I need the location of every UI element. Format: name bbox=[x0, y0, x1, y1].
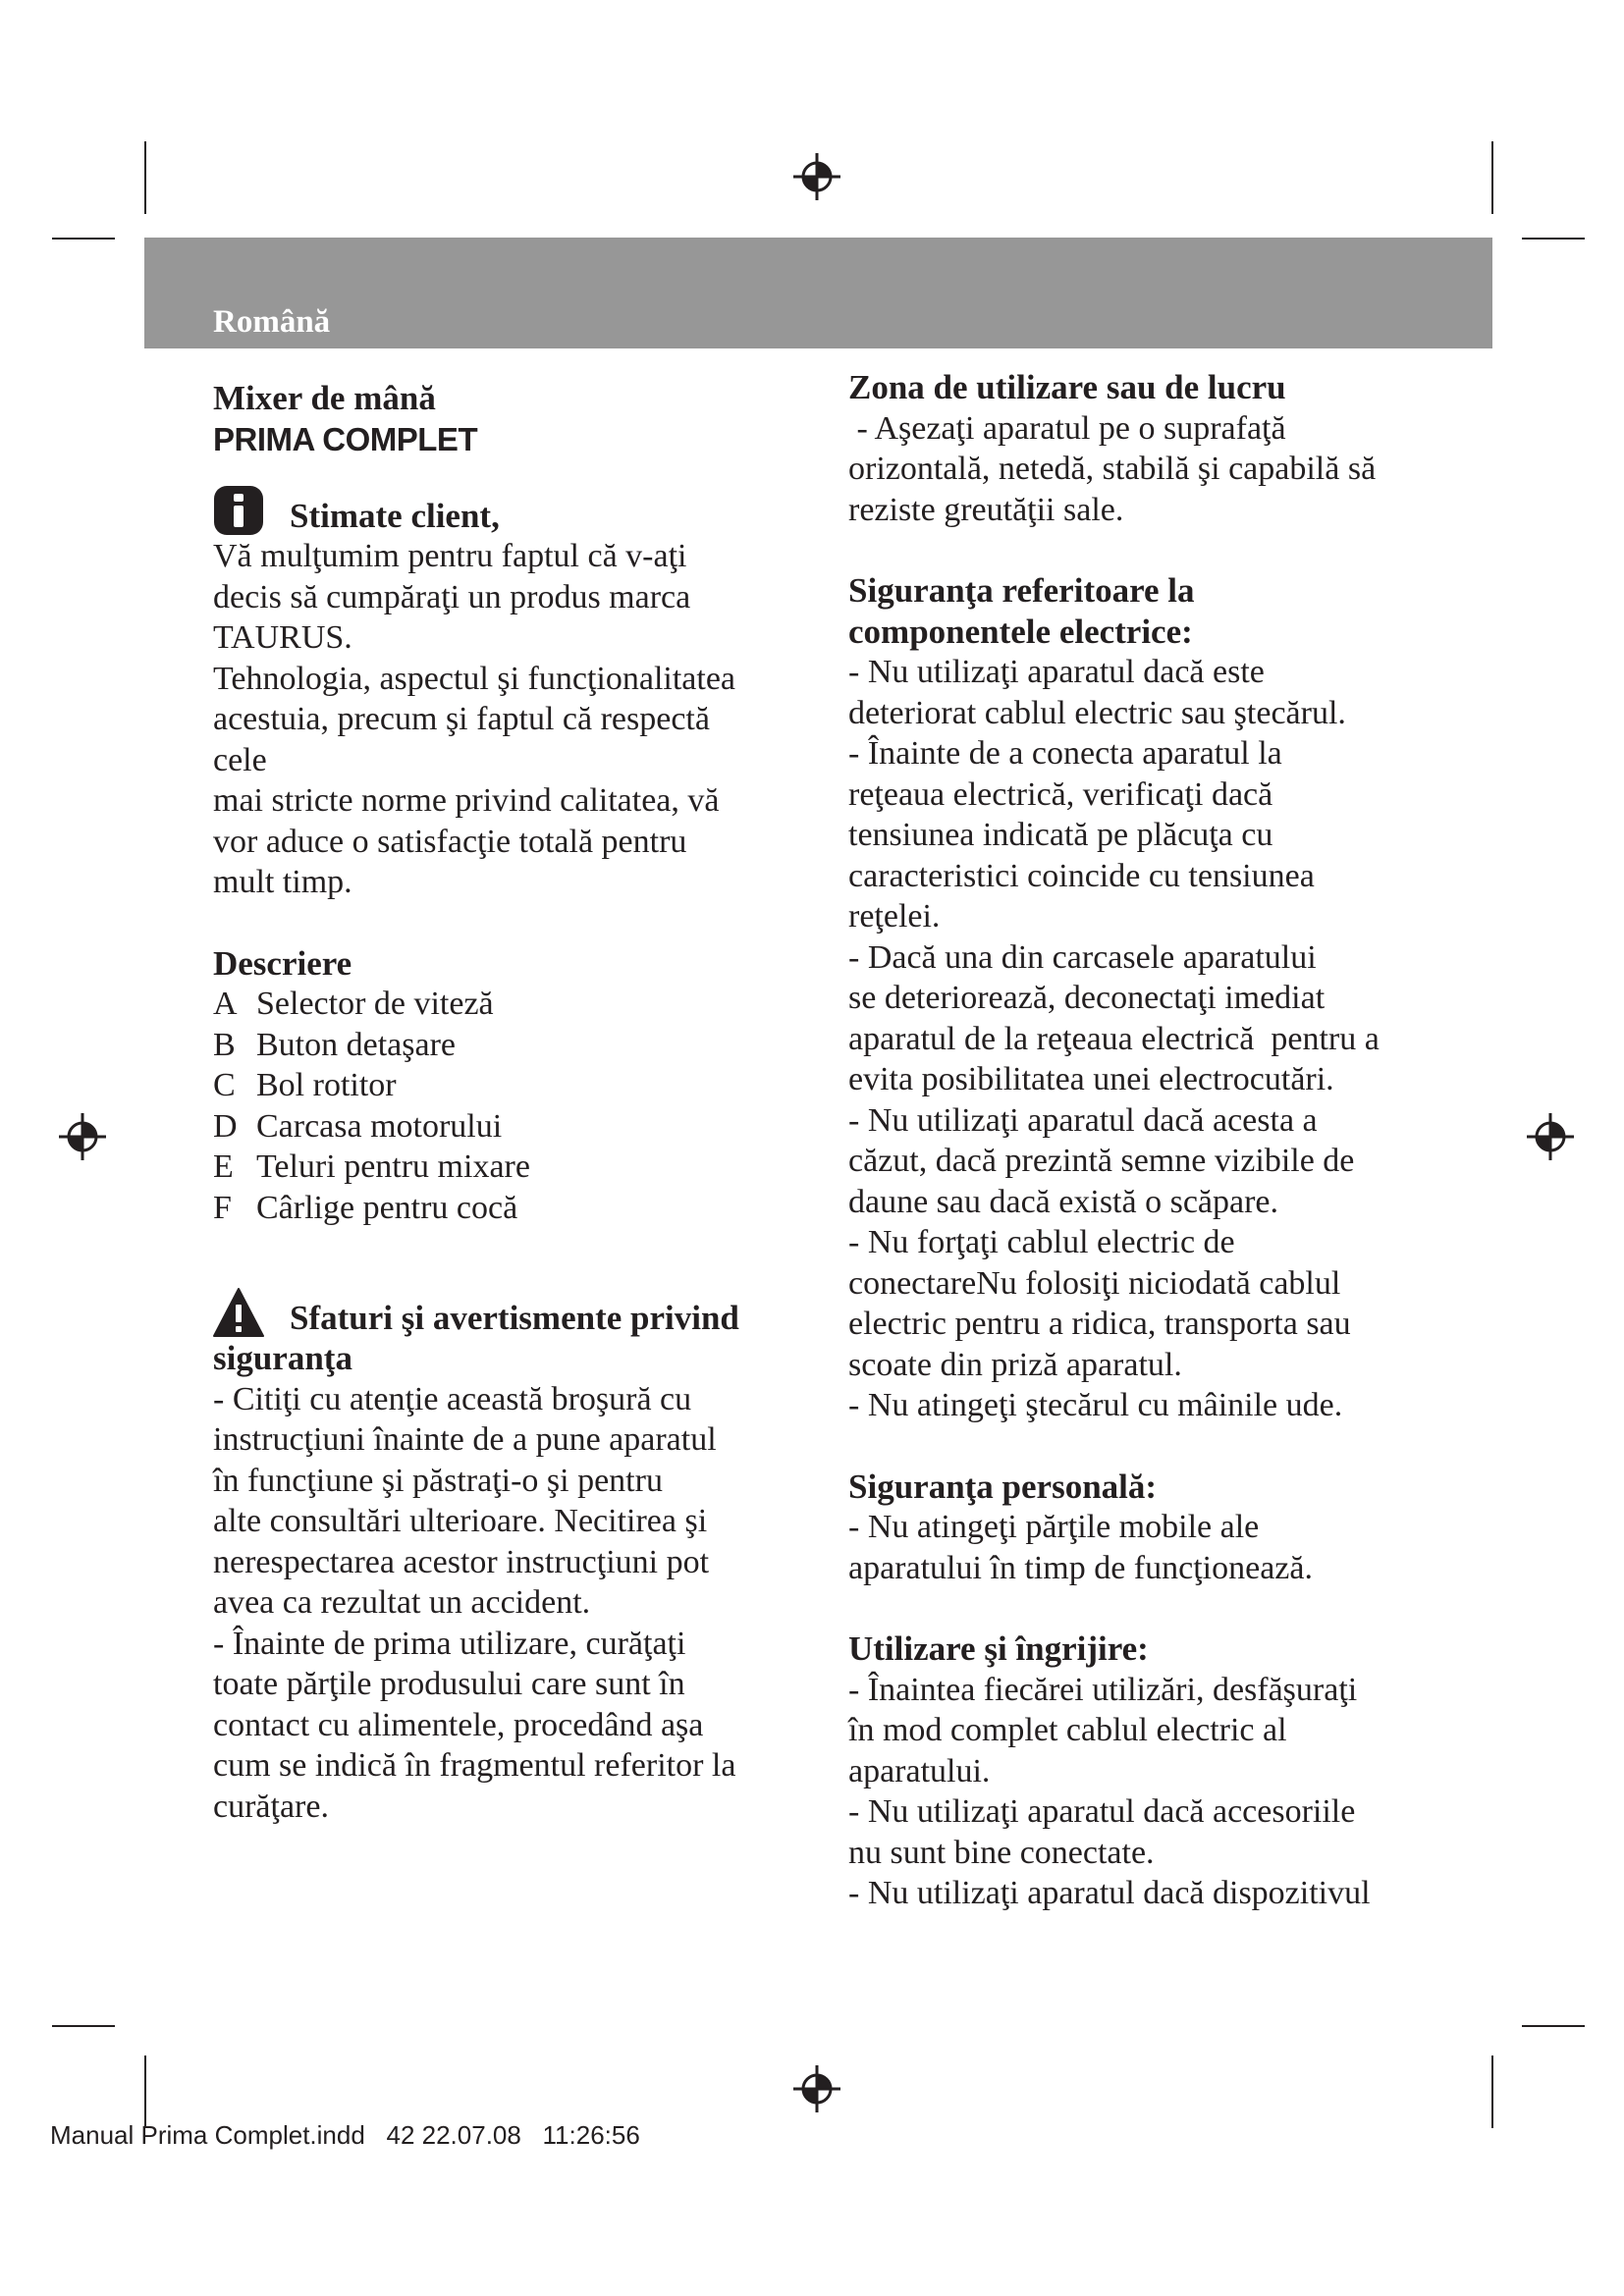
electrical-safety-line: - Dacă una din carcasele aparatului bbox=[848, 938, 1317, 976]
crop-mark-bottom-left-h bbox=[52, 2025, 115, 2027]
print-slug bbox=[50, 2120, 640, 2151]
electrical-safety-line: reţeaua electrică, verificaţi dacă bbox=[848, 775, 1273, 813]
safety-advice-line: alte consultări ulterioare. Necitirea şi bbox=[213, 1503, 708, 1539]
description-letter: B bbox=[213, 1026, 236, 1063]
registration-mark-icon bbox=[1525, 1111, 1576, 1162]
crop-mark-top-right-h bbox=[1522, 238, 1585, 240]
greeting-line: Vă mulţumim pentru faptul că v-aţi bbox=[213, 538, 687, 574]
safety-advice-heading bbox=[213, 1287, 802, 1338]
description-label: Cârlige pentru cocă bbox=[256, 1189, 518, 1226]
electrical-safety-heading-line1: Siguranţa referitoare la bbox=[848, 571, 1195, 610]
slug-file: Manual Prima Complet.indd bbox=[50, 2120, 365, 2150]
registration-mark-icon bbox=[791, 151, 842, 202]
use-care-heading: Utilizare şi îngrijire: bbox=[848, 1629, 1149, 1668]
description-letter: F bbox=[213, 1189, 232, 1226]
greeting-line: Tehnologia, aspectul şi funcţionalitatea bbox=[213, 660, 735, 697]
electrical-safety-line: deteriorat cablul electric sau ştecărul. bbox=[848, 694, 1346, 731]
use-care-line: - Nu utilizaţi aparatul dacă accesoriile bbox=[848, 1793, 1356, 1830]
description-label: Buton detaşare bbox=[256, 1026, 456, 1063]
description-item bbox=[213, 984, 802, 1025]
greeting-line: vor aduce o satisfacţie totală pentru bbox=[213, 823, 687, 860]
description-item bbox=[213, 1147, 802, 1188]
electrical-safety-line: - Nu utilizaţi aparatul dacă acesta a bbox=[848, 1101, 1318, 1139]
use-care-line: nu sunt bine conectate. bbox=[848, 1834, 1155, 1871]
description-letter: A bbox=[213, 986, 238, 1022]
safety-advice-line: curăţare. bbox=[213, 1788, 329, 1825]
electrical-safety-line: se deteriorează, deconectaţi imediat bbox=[848, 980, 1326, 1016]
language-label: Română bbox=[213, 304, 331, 340]
work-area-line: orizontală, netedă, stabilă şi capabilă să bbox=[848, 451, 1377, 487]
description-letter: D bbox=[213, 1107, 238, 1145]
safety-advice-line: toate părţile produsului care sunt în bbox=[213, 1666, 685, 1702]
greeting-heading bbox=[213, 485, 802, 536]
use-care-line: în mod complet cablul electric al bbox=[848, 1712, 1287, 1748]
use-care-line: aparatului. bbox=[848, 1752, 991, 1789]
personal-safety-line: - Nu atingeţi părţile mobile ale bbox=[848, 1509, 1260, 1545]
electrical-safety-line: daune sau dacă există o scăpare. bbox=[848, 1183, 1278, 1220]
description-item bbox=[213, 1065, 802, 1106]
right-column bbox=[848, 367, 1457, 1914]
electrical-safety-line: reţelei. bbox=[848, 898, 941, 934]
greeting-line: TAURUS. bbox=[213, 619, 352, 656]
description-item bbox=[213, 1106, 802, 1148]
greeting-line: acestuia, precum şi faptul că respectă bbox=[213, 701, 710, 737]
safety-advice-line: avea ca rezultat un accident. bbox=[213, 1584, 591, 1621]
electrical-safety-line: - Nu atingeţi ştecărul cu mâinile ude. bbox=[848, 1387, 1343, 1423]
crop-mark-bottom-right-h bbox=[1522, 2025, 1585, 2027]
greeting-line: mai stricte norme privind calitatea, vă bbox=[213, 782, 720, 819]
personal-safety-line: aparatului în timp de funcţionează. bbox=[848, 1549, 1313, 1586]
safety-advice-heading-line2: siguranţa bbox=[213, 1339, 352, 1377]
description-letter: E bbox=[213, 1148, 234, 1185]
registration-mark-icon bbox=[791, 2063, 842, 2114]
description-label: Bol rotitor bbox=[256, 1067, 397, 1103]
safety-advice-line: - Înainte de prima utilizare, curăţaţi bbox=[213, 1625, 686, 1662]
greeting-line: decis să cumpăraţi un produs marca bbox=[213, 578, 691, 615]
safety-advice-line: nerespectarea acestor instrucţiuni pot bbox=[213, 1543, 710, 1580]
work-area-line: reziste greutăţii sale. bbox=[848, 491, 1124, 528]
safety-advice-line: - Citiţi cu atenţie această broşură cu bbox=[213, 1380, 692, 1417]
safety-advice-line: contact cu alimentele, procedând aşa bbox=[213, 1706, 704, 1743]
info-icon bbox=[213, 485, 264, 536]
product-title: Mixer de mână bbox=[213, 379, 436, 417]
safety-advice-line: în funcţiune şi păstraţi-o şi pentru bbox=[213, 1462, 663, 1499]
electrical-safety-line: - Nu utilizaţi aparatul dacă este bbox=[848, 654, 1265, 690]
crop-mark-top-right bbox=[1491, 141, 1493, 214]
registration-mark-icon bbox=[57, 1111, 108, 1162]
use-care-line: - Înaintea fiecărei utilizări, desfăşuraţi bbox=[848, 1671, 1358, 1708]
slug-page: 42 bbox=[386, 2120, 415, 2150]
crop-mark-bottom-left bbox=[144, 2056, 146, 2128]
slug-date: 22.07.08 bbox=[421, 2120, 521, 2150]
electrical-safety-line: - Nu forţaţi cablul electric de bbox=[848, 1224, 1235, 1260]
electrical-safety-line: aparatul de la reţeaua electrică pentru a bbox=[848, 1020, 1380, 1057]
description-label: Teluri pentru mixare bbox=[256, 1148, 530, 1185]
warning-icon bbox=[213, 1287, 264, 1338]
electrical-safety-line: electric pentru a ridica, transporta sau bbox=[848, 1306, 1351, 1342]
electrical-safety-line: caracteristici coincide cu tensiunea bbox=[848, 857, 1315, 894]
product-model: PRIMA COMPLET bbox=[213, 420, 478, 457]
description-label: Selector de viteză bbox=[256, 986, 494, 1022]
language-header-bar bbox=[144, 238, 1492, 348]
crop-mark-top-left-h bbox=[52, 238, 115, 240]
greeting-heading-text: Stimate client, bbox=[290, 496, 500, 535]
safety-advice-heading-line1: Sfaturi şi avertismente privind bbox=[290, 1298, 739, 1337]
electrical-safety-line: scoate din priză aparatul. bbox=[848, 1346, 1182, 1383]
electrical-safety-line: căzut, dacă prezintă semne vizibile de bbox=[848, 1143, 1355, 1179]
crop-mark-bottom-right bbox=[1491, 2056, 1493, 2128]
slug-time: 11:26:56 bbox=[542, 2120, 640, 2150]
work-area-heading: Zona de utilizare sau de lucru bbox=[848, 368, 1286, 406]
personal-safety-heading: Siguranţa personală: bbox=[848, 1467, 1158, 1506]
safety-advice-line: cum se indică în fragmentul referitor la bbox=[213, 1747, 736, 1784]
greeting-line: mult timp. bbox=[213, 864, 352, 900]
electrical-safety-heading-line2: componentele electrice: bbox=[848, 612, 1193, 651]
electrical-safety-line: evita posibilitatea unei electrocutări. bbox=[848, 1061, 1334, 1097]
electrical-safety-line: - Înainte de a conecta aparatul la bbox=[848, 735, 1282, 772]
electrical-safety-line: tensiunea indicată pe plăcuţa cu bbox=[848, 817, 1273, 853]
use-care-line: - Nu utilizaţi aparatul dacă dispozitivul bbox=[848, 1875, 1371, 1911]
greeting-line: cele bbox=[213, 741, 267, 778]
safety-advice-line: instrucţiuni înainte de a pune aparatul bbox=[213, 1421, 717, 1458]
work-area-line: - Aşezaţi aparatul pe o suprafaţă bbox=[848, 409, 1286, 447]
description-heading: Descriere bbox=[213, 943, 352, 983]
crop-mark-top-left bbox=[144, 141, 146, 214]
description-item bbox=[213, 1188, 802, 1229]
electrical-safety-line: conectareNu folosiţi niciodată cablul bbox=[848, 1264, 1341, 1302]
description-item bbox=[213, 1025, 802, 1066]
description-label: Carcasa motorului bbox=[256, 1107, 503, 1145]
left-column bbox=[213, 378, 802, 1827]
description-letter: C bbox=[213, 1067, 236, 1103]
